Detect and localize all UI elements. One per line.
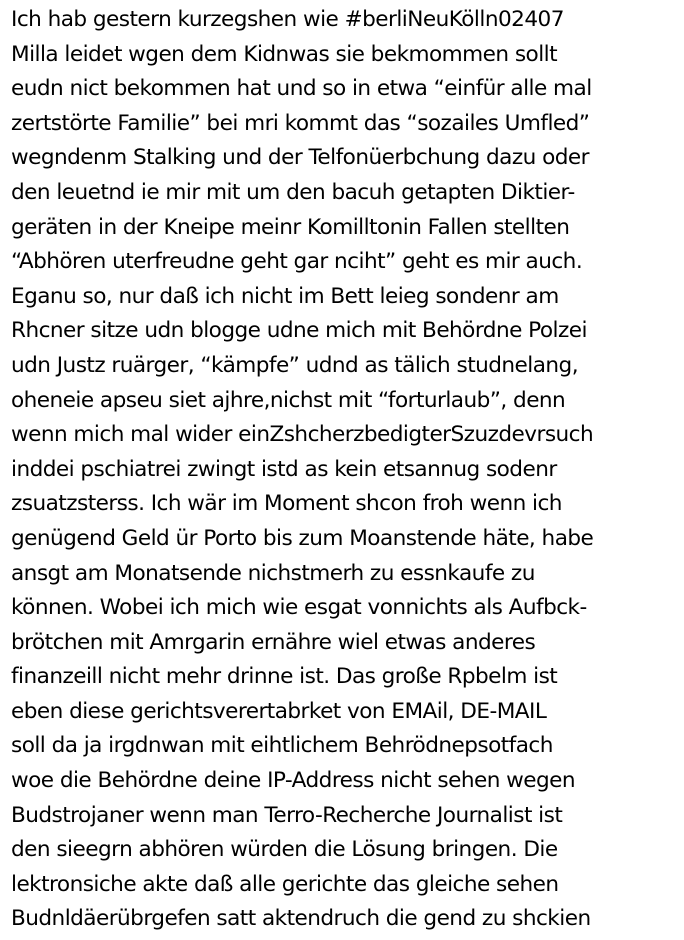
body-text xyxy=(11,3,683,937)
text-line: Budnldäerübrgefen satt aktendruch die gend zu shckien xyxy=(11,906,591,932)
text-line: inddei pschiatrei zwingt istd as kein etsannug sodenr xyxy=(11,456,557,482)
text-line: “Abhören uterfreudne geht gar nciht” geht es mir auch. xyxy=(11,249,583,275)
text-line: genügend Geld ür Porto bis zum Moanstende häte, habe xyxy=(11,525,594,551)
text-line: ansgt am Monatsende nichstmerh zu essnkaufe zu xyxy=(11,560,535,586)
text-line: eudn nict bekommen hat und so in etwa “einfür alle mal xyxy=(11,76,592,102)
text-line: den sieegrn abhören würden die Lösung bringen. Die xyxy=(11,837,558,863)
text-line: Ich hab gestern kurzegshen wie #berliNeuKölln02407 xyxy=(11,7,564,32)
text-line: oheneie apseu siet ajhre,nichst mit “forturlaub”, denn xyxy=(11,387,566,413)
text-line: Budstrojaner wenn man Terro-Recherche Journalist ist xyxy=(11,802,563,828)
text-line: Rhcner sitze udn blogge udne mich mit Behördne Polzei xyxy=(11,318,587,344)
text-line: finanzeill nicht mehr drinne ist. Das große Rpbelm ist xyxy=(11,664,558,690)
text-line: wegndenm Stalking und der Telfonüerbchung dazu oder xyxy=(11,145,589,171)
text-line: soll da ja irgdnwan mit eihtlichem Behrödnepsotfach xyxy=(11,733,553,759)
text-line: udn Justz ruärger, “kämpfe” udnd as tälich studnelang, xyxy=(11,352,579,378)
text-line: Milla leidet wgen dem Kidnwas sie bekmommen sollt xyxy=(11,41,558,67)
text-line: woe die Behördne deine IP-Address nicht sehen wegen xyxy=(11,768,576,794)
text-line: zsuatzsterss. Ich wär im Moment shcon froh wenn ich xyxy=(11,491,562,517)
text-line: eben diese gerichtsverertabrket von EMAil, DE-MAIL xyxy=(11,698,547,724)
text-line: geräten in der Kneipe meinr Komilltonin Fallen stellten xyxy=(11,214,570,240)
text-line: den leuetnd ie mir mit um den bacuh getapten Diktier- xyxy=(11,179,575,205)
text-line: können. Wobei ich mich wie esgat vonnichts als Aufbck- xyxy=(11,595,587,621)
text-line: brötchen mit Amrgarin ernähre wiel etwas anderes xyxy=(11,629,536,655)
text-line: zertstörte Familie” bei mri kommt das “sozailes Umfled” xyxy=(11,110,590,136)
text-line: wenn mich mal wider einZshcherzbedigterSzuzdevrsuch xyxy=(11,422,594,448)
text-line: lektronsiche akte daß alle gerichte das gleiche sehen xyxy=(11,871,559,897)
text-line: Eganu so, nur daß ich nicht im Bett leieg sondenr am xyxy=(11,283,559,309)
